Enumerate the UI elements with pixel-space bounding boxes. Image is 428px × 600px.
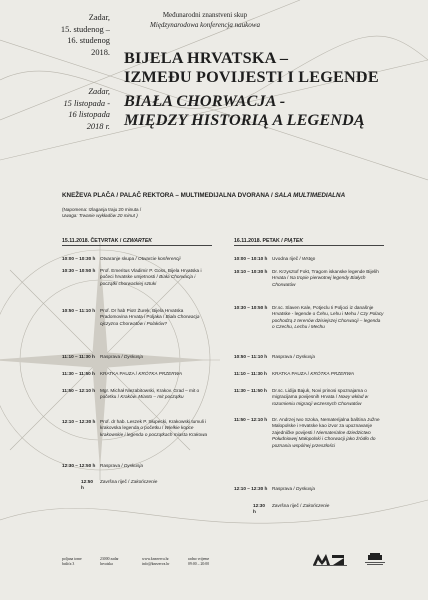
- footer-line: poljana tome: [62, 557, 82, 561]
- session: [234, 256, 384, 262]
- session: [62, 371, 212, 377]
- session-text: Dr. Krzysztof Fokt, Tragom iskanske legende Bijelih Hrvata /: [272, 269, 379, 281]
- session-desc: [268, 371, 384, 377]
- session: [62, 268, 212, 287]
- session-text-pl: Dyskusja: [123, 354, 143, 359]
- session-time: 10:00 – 10:30 h: [62, 256, 96, 261]
- museum-logo: [313, 552, 347, 566]
- venue-pl: SALA MULTIMEDIALNA: [274, 192, 346, 199]
- divider: [62, 245, 212, 246]
- session-text: Prof. dr hab. Leszek P. Słupecki, Krakowski tumuli i krakovska legenda o početku /: [100, 419, 207, 431]
- session-text: Prof. Dr hab Piotr Żurek, Bijela Hrvatska Pradomovina Hrvata i Poljaka /: [100, 308, 184, 320]
- session-text-pl: Na tropie pierwotnej legendy Białych Chorwatów: [272, 275, 366, 287]
- session-desc: [96, 268, 212, 287]
- session-desc: [268, 388, 384, 407]
- session: [62, 419, 212, 438]
- session-text-pl: Biała Chorwacja ojczyzna Chorwatów i Polaków?: [100, 314, 200, 326]
- divider: [234, 245, 384, 246]
- session-time: 11:30 – 11:50 h: [62, 371, 95, 376]
- session-text: Rasprava /: [272, 354, 296, 359]
- session-text: Dr.sc. Slaven Kale, Potjeclu Ii Poljoci iz današnje Hrvatske - legende o Čehu, Lehu i Mehu /: [272, 305, 374, 317]
- session-text-pl: KRÓTKA PRZERWA: [138, 371, 183, 376]
- session-text-pl: Kraków. Miasto – mit początku: [120, 394, 184, 400]
- footer-line: hrvatska: [100, 562, 113, 567]
- session-desc: [96, 308, 212, 327]
- date-line: Zadar,: [88, 87, 110, 96]
- session-time: 10:00 – 10:10 h: [234, 256, 268, 261]
- session-desc: [268, 354, 384, 360]
- session-desc: [268, 417, 384, 449]
- dates-polish: [63, 86, 110, 132]
- program-day1: [62, 238, 212, 491]
- session-text-pl: Zakończenie: [302, 503, 330, 508]
- session-time: 12:10 – 12:30 h: [234, 486, 268, 491]
- session: [62, 388, 212, 401]
- session-text: Rasprava /: [100, 463, 124, 468]
- session: [234, 269, 384, 288]
- session-time: 11:30 – 11:50 h: [234, 388, 267, 393]
- session-desc: [96, 419, 212, 438]
- session-text-pl: Otwarcie konferencji: [138, 256, 181, 261]
- footer-line: 23000 zadar: [100, 557, 119, 561]
- session-text-pl: Wielkie kopce krakowskie i legenda o początkach miasta Krakowa: [100, 425, 208, 437]
- session-desc: [268, 256, 384, 262]
- footer-line: bašića 3: [62, 562, 75, 567]
- date-line: 16. studenog: [67, 36, 110, 45]
- krakow-museum-logo: [362, 552, 388, 568]
- footer-web: [142, 557, 169, 567]
- session-time: 10:50 – 11:10 h: [62, 308, 96, 313]
- session-time: 12:50 h: [81, 479, 93, 491]
- session-text: Rasprava /: [100, 354, 124, 359]
- session-time: 10:30 – 10:50 h: [234, 305, 268, 310]
- session: [62, 479, 212, 492]
- session-text: KRATKA PAUZA /: [272, 371, 311, 376]
- date-line: 2018.: [91, 47, 110, 57]
- session-time: 10:10 – 10:30 h: [234, 269, 268, 274]
- session-time: 11:10 – 11:30 h: [234, 371, 267, 376]
- session-text: Završna riječ /: [272, 503, 303, 508]
- footer-line: radno vrijeme: [188, 557, 210, 561]
- session-desc: [268, 305, 384, 331]
- session-time: 10:30 – 10:50 h: [62, 268, 96, 273]
- footer-city: [100, 557, 119, 567]
- session: [234, 388, 384, 407]
- session-text: Uvodna riječ /: [272, 256, 302, 261]
- session-text: Prof. Emeritus Vladimir P. Goss, Bijela Hrvatska i počeci hrvatske umjetnosti /: [100, 268, 202, 280]
- title-hr-line2: IZMEĐU POVIJESTI I LEGENDE: [124, 68, 379, 86]
- title-hr-line1: BIJELA HRVATSKA –: [124, 49, 289, 67]
- session-time: 12:10 – 12:30 h: [62, 419, 96, 424]
- day2-header: [234, 238, 384, 244]
- session-text-pl: Niematerialne dziedzictwo Południowej Małopolski i Chorwacji jako źródło do poznania wspólnej przeszłości: [272, 429, 376, 448]
- session-text-pl: Czy Polacy pochodzą z terenów dzisiejszej Chorwacji – legenda o Czechu, Lechu i Mechu: [272, 311, 384, 330]
- session-time: 11:10 – 11:30 h: [62, 354, 95, 359]
- day2-header-hr: 16.11.2018. PETAK /: [234, 238, 285, 244]
- session-desc: [96, 479, 212, 492]
- session-text: Dr.sc. Lidija Bajuk, Novi prinosi spoznajama o migracijama povijesnih Hrvata /: [272, 388, 367, 400]
- session-text-pl: Dyskusja: [123, 463, 143, 468]
- footer-line[interactable]: info@knezerva.hr: [142, 562, 170, 567]
- session-time: 11:50 – 12:10 h: [234, 417, 268, 422]
- note: [62, 207, 141, 219]
- venue-hr: KNEŽEVA PLAČA / PALAČ REKTORA – MULTIMEDIJALNA DVORANA /: [62, 192, 275, 199]
- date-line: 16 listopada: [68, 110, 110, 119]
- date-line: Zadar,: [88, 13, 110, 22]
- venue: [62, 192, 345, 199]
- session-desc: [268, 269, 384, 288]
- session-desc: [96, 463, 212, 469]
- session: [234, 486, 384, 492]
- session-text-pl: Wstęp: [301, 256, 316, 261]
- day2-header-pl: PIĄTEK: [284, 238, 304, 244]
- session-time: 12:30 – 12:50 h: [62, 463, 96, 468]
- date-line: 15 listopada -: [63, 98, 110, 108]
- session: [62, 308, 212, 327]
- date-line: 2018 r.: [86, 121, 110, 131]
- title-pl-line2: MIĘDZY HISTORIĄ A LEGENDĄ: [124, 111, 365, 129]
- session-text: Rasprava /: [272, 486, 296, 491]
- session-text: KRATKA PAUZA /: [100, 371, 139, 376]
- session: [62, 354, 212, 360]
- session: [234, 371, 384, 377]
- session: [234, 503, 384, 516]
- day1-header-hr: 15.11.2018. ČETVRTAK /: [62, 238, 123, 244]
- note-hr: (Napomena: Izlaganja traju 20 minuta /: [62, 207, 142, 212]
- conference-pl: Międzynarodowa konferencja naukowa: [150, 20, 260, 29]
- session: [234, 354, 384, 360]
- session-desc: [96, 371, 212, 377]
- session-time: 11:50 – 12:10 h: [62, 388, 96, 393]
- title-pl-line1: BIAŁA CHORWACJA -: [124, 92, 286, 110]
- note-pl: Uwaga: Trwanie wykładów 20 minut ): [62, 213, 138, 218]
- session-text: Završna riječ /: [100, 479, 131, 484]
- session-time: 12:30 h: [253, 503, 265, 515]
- session-desc: [96, 388, 212, 401]
- session-text-pl: Nowy wkład w rozumieniu migracji wczesnych Chorwatów: [272, 394, 369, 406]
- date-line: 15. studenog –: [60, 24, 110, 34]
- session-desc: [96, 256, 212, 262]
- footer-line: 09:00 – 20:00: [188, 562, 210, 567]
- day1-header-pl: CZWARTEK: [122, 238, 153, 244]
- session-desc: [268, 503, 384, 516]
- footer-line[interactable]: www.knezerva.hr: [142, 557, 169, 561]
- session-text: Otvaranje skupa /: [100, 256, 139, 261]
- conference-subtitle: [124, 11, 286, 30]
- session-text: Mgr. Michał Niezabitowski, Krakov. Grad – mit o početku /: [100, 388, 200, 400]
- session: [234, 305, 384, 331]
- session-text-pl: Biała Chorwacja i początki chorwackiej sztuki: [100, 274, 196, 286]
- footer-address: [62, 557, 82, 567]
- session-text-pl: KRÓTKA PRZERWA: [310, 371, 355, 376]
- session-text-pl: Dyskusja: [295, 486, 315, 491]
- conference-hr: Međunarodni znanstveni skup: [162, 11, 248, 19]
- session: [62, 256, 212, 262]
- program-day2: [234, 238, 384, 515]
- session-text-pl: Dyskusja: [295, 354, 315, 359]
- session-text-pl: Zakończenie: [130, 479, 158, 484]
- session-time: 10:50 – 11:10 h: [234, 354, 268, 359]
- session: [62, 463, 212, 469]
- session: [234, 417, 384, 449]
- session-text: Dr. Andrzej Iwo Szoka, Nematerijalna baština Južne Malopolske i Hrvatske kao izvor za upoznavanje zajedničke povijesti /: [272, 417, 380, 435]
- day1-header: [62, 238, 212, 244]
- footer-hours: [188, 557, 209, 567]
- session-desc: [268, 486, 384, 492]
- dates-croatian: [61, 12, 110, 58]
- session-desc: [96, 354, 212, 360]
